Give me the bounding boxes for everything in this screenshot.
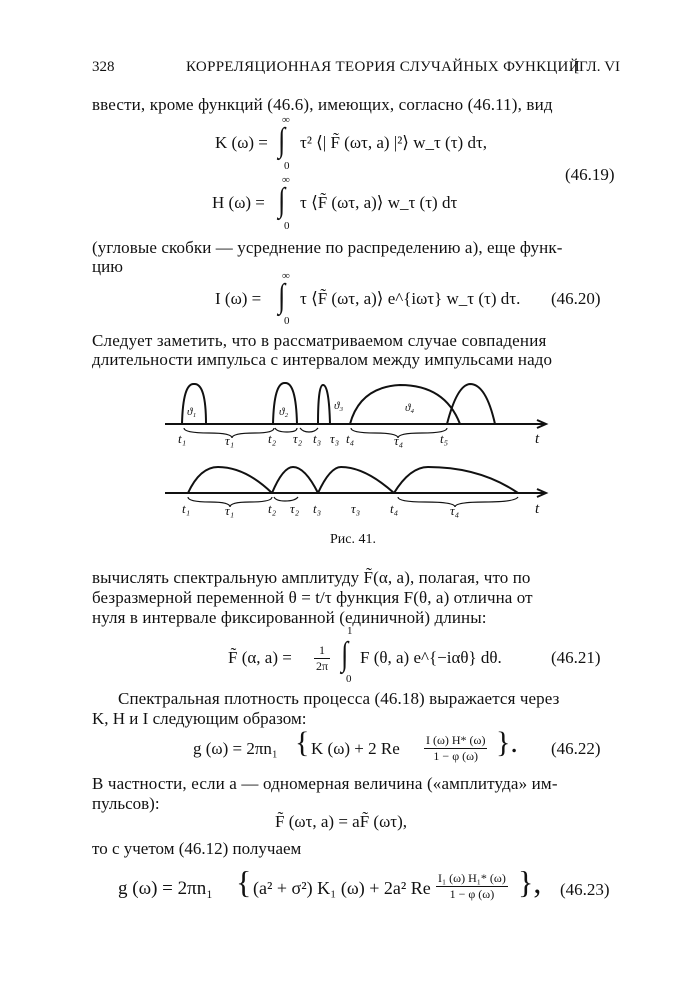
fig-bottom-label-tau2: τ₂: [290, 501, 300, 516]
eq-F-integral: ∫: [341, 636, 349, 673]
fig-top-label-tau3: τ₃: [330, 431, 340, 446]
eq-I-lhs: I (ω) =: [215, 289, 262, 308]
eq-I-lower-limit: 0: [284, 315, 290, 327]
fig-top-label-t1: t₁: [178, 431, 187, 446]
eq-F-upper-limit: 1: [347, 625, 353, 637]
fig-pulse-label-3: ϑ₃: [334, 400, 344, 412]
eq-K-lower-limit: 0: [284, 160, 290, 172]
eq-K-upper-limit: ∞: [282, 114, 290, 126]
paragraph-amplitude-line1: вычислять спектральную амплитуду F̃(α, a), полагая, что по: [92, 568, 531, 587]
fig-bottom-label-t: t: [535, 501, 540, 517]
running-title: КОРРЕЛЯЦИОННАЯ ТЕОРИЯ СЛУЧАЙНЫХ ФУНКЦИЙ: [186, 59, 580, 75]
fig-bottom-label-t4: t₄: [390, 501, 399, 516]
eq-g2-fraction: [436, 871, 508, 902]
eq-number-46-20: (46.20): [551, 289, 601, 308]
eq-g-frac-num: I (ω) H* (ω): [426, 733, 486, 747]
paragraph-brackets-line2: цию: [92, 257, 123, 276]
fig-pulse-label-2: ϑ₂: [279, 406, 289, 418]
eq-g2-mid: (a² + σ²) K₁ (ω) + 2a² Re: [253, 878, 431, 898]
eq-F-coef-num: 1: [314, 643, 330, 659]
top-pulse-3: [318, 385, 330, 424]
fig-top-label-t4: t₄: [346, 431, 355, 446]
eq-H-lhs: H (ω) =: [212, 193, 265, 212]
eq-g2-frac-den: 1 − φ (ω): [449, 887, 495, 901]
fig-top-label-tau4: τ₄: [394, 433, 404, 448]
eq-K-rhs: τ² ⟨| F̃ (ωτ, a) |²⟩ w_τ (τ) dτ,: [300, 133, 488, 152]
fig-top-label-tau1: τ₁: [225, 433, 235, 448]
eq-g-frac-den: 1 − φ (ω): [433, 749, 479, 763]
eq-F-coef-den: 2π: [316, 659, 329, 673]
eq-g-lhs: g (ω) = 2πn₁: [193, 739, 278, 758]
eq-number-46-19: (46.19): [565, 165, 615, 184]
paragraph-intro: ввести, кроме функций (46.6), имеющих, согласно (46.11), вид: [92, 95, 553, 114]
eq-K-lhs: K (ω) =: [215, 133, 268, 152]
eq-K-integral: ∫: [278, 122, 286, 159]
eq-number-46-21: (46.21): [551, 648, 601, 667]
paragraph-result: то с учетом (46.12) получаем: [92, 839, 302, 858]
bottom-pulse-4: [394, 467, 518, 493]
paragraph-spectral-line1: Спектральная плотность процесса (46.18) выражается через: [118, 689, 560, 708]
fig-top-label-t5: t₅: [440, 431, 449, 446]
eq-H-rhs: τ ⟨F̃ (ωτ, a)⟩ w_τ (τ) dτ: [300, 193, 458, 212]
eq-number-46-23: (46.23): [560, 880, 610, 899]
top-pulse-5: [447, 384, 495, 424]
eq-F-lower-limit: 0: [346, 673, 352, 685]
eq-g-mid: K (ω) + 2 Re: [311, 739, 400, 758]
eq-Fa: F̃ (ωτ, a) = aF̃ (ωτ),: [275, 812, 408, 831]
eq-F-rhs: F (θ, a) e^{−iαθ} dθ.: [360, 648, 502, 667]
paragraph-spectral-line2: K, H и I следующим образом:: [92, 709, 307, 728]
fig-bottom-label-t2: t₂: [268, 501, 277, 516]
eq-H-lower-limit: 0: [284, 220, 290, 232]
fig-top-label-t2: t₂: [268, 431, 277, 446]
eq-number-46-22: (46.22): [551, 739, 601, 758]
eq-g2-brace-open: {: [236, 864, 252, 900]
page-number: 328: [92, 59, 115, 75]
eq-g2-brace-close: },: [518, 864, 542, 900]
eq-I-integral: ∫: [278, 278, 286, 315]
paragraph-particular-line1: В частности, если a — одномерная величина («амплитуда» им-: [92, 774, 558, 793]
eq-F-lhs: F̃ (α, a) =: [228, 648, 292, 667]
eq-I-rhs: τ ⟨F̃ (ωτ, a)⟩ e^{iωτ} w_τ (τ) dτ.: [300, 289, 521, 308]
eq-F-coefficient: [314, 643, 330, 674]
eq-H-integral: ∫: [278, 182, 286, 219]
eq-g-fraction: [424, 733, 487, 764]
paragraph-note-line2: длительности импульса с интервалом между импульсами надо: [92, 350, 553, 369]
paragraph-brackets-line1: (угловые скобки — усреднение по распределению a), еще функ-: [92, 238, 563, 257]
figure-caption: Рис. 41.: [330, 532, 376, 547]
fig-top-label-t: t: [535, 431, 540, 447]
fig-bottom-label-t3: t₃: [313, 501, 322, 516]
paragraph-note-line1: Следует заметить, что в рассматриваемом случае совпадения: [92, 331, 547, 350]
eq-g2-lhs: g (ω) = 2πn₁: [118, 878, 213, 899]
eq-g-brace-close: }.: [496, 726, 518, 759]
paragraph-amplitude-line3: нуля в интервале фиксированной (единичной) длины:: [92, 608, 487, 627]
bottom-pulse-1: [188, 467, 272, 493]
fig-bottom-label-t1: t₁: [182, 501, 191, 516]
eq-I-upper-limit: ∞: [282, 270, 290, 282]
fig-top-label-tau2: τ₂: [293, 431, 303, 446]
chapter-label: [ГЛ. VI: [574, 59, 621, 75]
pulse-figure: [150, 375, 570, 525]
eq-g-brace-open: {: [295, 726, 310, 759]
eq-H-upper-limit: ∞: [282, 174, 290, 186]
fig-bottom-label-tau1: τ₁: [225, 503, 235, 518]
bottom-pulse-3: [318, 467, 394, 493]
fig-bottom-label-tau3: τ₃: [351, 501, 361, 516]
paragraph-particular-line2: пульсов):: [92, 794, 160, 813]
fig-bottom-label-tau4: τ₄: [450, 503, 460, 518]
fig-pulse-label-1: ϑ₁: [187, 406, 197, 418]
bottom-pulse-2: [272, 467, 318, 493]
paragraph-amplitude-line2: безразмерной переменной θ = t/τ функция F(θ, a) отлична от: [92, 588, 533, 607]
fig-pulse-label-4: ϑ₄: [405, 402, 415, 414]
fig-top-label-t3: t₃: [313, 431, 322, 446]
eq-g2-frac-num: I₁ (ω) H₁* (ω): [438, 871, 506, 885]
